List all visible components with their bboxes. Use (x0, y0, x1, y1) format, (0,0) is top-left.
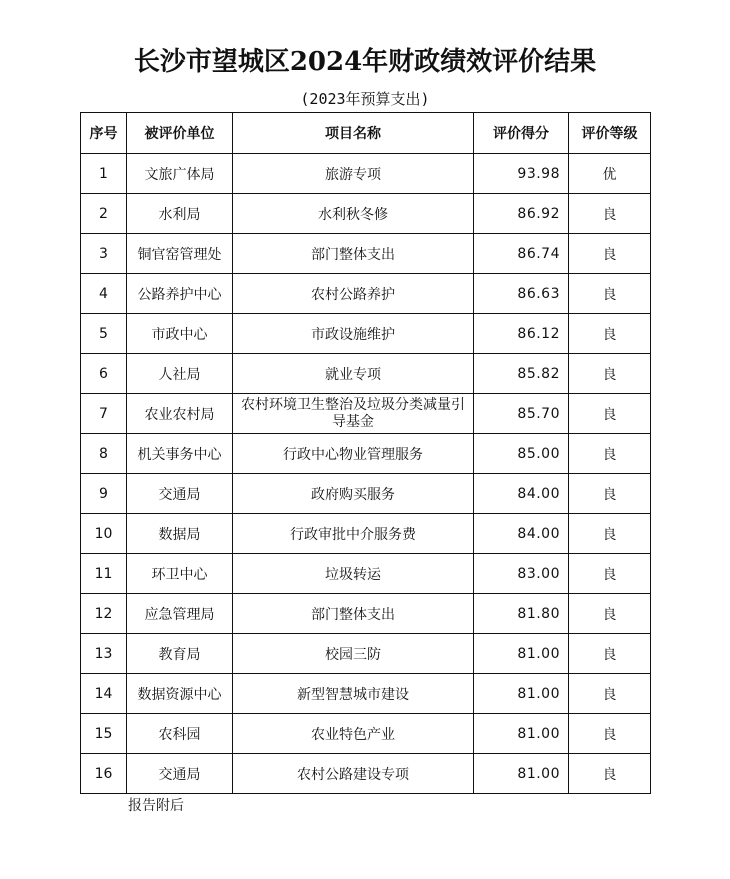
cell-grade: 良 (569, 194, 651, 234)
header-project-name: 项目名称 (233, 113, 474, 154)
cell-serial-number: 3 (81, 234, 127, 274)
cell-grade: 良 (569, 394, 651, 434)
cell-grade: 良 (569, 434, 651, 474)
cell-project: 部门整体支出 (233, 234, 474, 274)
table-row (81, 594, 651, 634)
cell-score: 81.00 (474, 714, 569, 754)
cell-unit: 水利局 (127, 194, 233, 234)
cell-project: 行政中心物业管理服务 (233, 434, 474, 474)
cell-serial-number: 1 (81, 154, 127, 194)
cell-project: 市政设施维护 (233, 314, 474, 354)
cell-grade: 良 (569, 354, 651, 394)
cell-unit: 数据局 (127, 514, 233, 554)
cell-serial-number: 6 (81, 354, 127, 394)
cell-unit: 市政中心 (127, 314, 233, 354)
cell-serial-number: 12 (81, 594, 127, 634)
cell-grade: 良 (569, 234, 651, 274)
cell-unit: 文旅广体局 (127, 154, 233, 194)
cell-score: 86.63 (474, 274, 569, 314)
table-row (81, 754, 651, 794)
header-grade: 评价等级 (569, 113, 651, 154)
table-row (81, 474, 651, 514)
cell-grade: 良 (569, 274, 651, 314)
cell-score: 93.98 (474, 154, 569, 194)
cell-unit: 公路养护中心 (127, 274, 233, 314)
cell-grade: 良 (569, 314, 651, 354)
table-row (81, 714, 651, 754)
cell-project: 校园三防 (233, 634, 474, 674)
cell-serial-number: 8 (81, 434, 127, 474)
cell-serial-number: 14 (81, 674, 127, 714)
cell-grade: 良 (569, 634, 651, 674)
cell-unit: 交通局 (127, 474, 233, 514)
cell-unit: 农业农村局 (127, 394, 233, 434)
cell-serial-number: 5 (81, 314, 127, 354)
cell-grade: 良 (569, 594, 651, 634)
table-row (81, 314, 651, 354)
cell-grade: 良 (569, 714, 651, 754)
cell-project: 新型智慧城市建设 (233, 674, 474, 714)
cell-unit: 教育局 (127, 634, 233, 674)
cell-score: 85.00 (474, 434, 569, 474)
cell-serial-number: 4 (81, 274, 127, 314)
cell-unit: 人社局 (127, 354, 233, 394)
table-row (81, 354, 651, 394)
table-row (81, 194, 651, 234)
cell-unit: 机关事务中心 (127, 434, 233, 474)
cell-grade: 良 (569, 754, 651, 794)
cell-score: 86.92 (474, 194, 569, 234)
table-row (81, 394, 651, 434)
cell-project: 农村环境卫生整治及垃圾分类减量引导基金 (233, 394, 474, 434)
table-row (81, 274, 651, 314)
cell-score: 81.00 (474, 754, 569, 794)
cell-unit: 环卫中心 (127, 554, 233, 594)
cell-serial-number: 10 (81, 514, 127, 554)
header-evaluated-unit: 被评价单位 (127, 113, 233, 154)
cell-grade: 优 (569, 154, 651, 194)
cell-serial-number: 2 (81, 194, 127, 234)
cell-project: 垃圾转运 (233, 554, 474, 594)
cell-serial-number: 9 (81, 474, 127, 514)
cell-project: 政府购买服务 (233, 474, 474, 514)
page-subtitle: (2023年预算支出) (300, 90, 430, 108)
table-row (81, 554, 651, 594)
cell-unit: 交通局 (127, 754, 233, 794)
cell-unit: 铜官窑管理处 (127, 234, 233, 274)
cell-score: 81.80 (474, 594, 569, 634)
cell-project: 就业专项 (233, 354, 474, 394)
cell-project: 部门整体支出 (233, 594, 474, 634)
cell-project: 行政审批中介服务费 (233, 514, 474, 554)
cell-score: 81.00 (474, 674, 569, 714)
header-score: 评价得分 (474, 113, 569, 154)
cell-unit: 数据资源中心 (127, 674, 233, 714)
cell-grade: 良 (569, 674, 651, 714)
cell-unit: 应急管理局 (127, 594, 233, 634)
cell-score: 83.00 (474, 554, 569, 594)
table-row (81, 674, 651, 714)
page-title: 长沙市望城区2024年财政绩效评价结果 (133, 47, 597, 77)
results-table (80, 112, 651, 794)
cell-grade: 良 (569, 554, 651, 594)
table-row (81, 154, 651, 194)
cell-serial-number: 15 (81, 714, 127, 754)
cell-serial-number: 16 (81, 754, 127, 794)
cell-project: 农业特色产业 (233, 714, 474, 754)
cell-score: 85.82 (474, 354, 569, 394)
cell-grade: 良 (569, 474, 651, 514)
header-serial-number: 序号 (81, 113, 127, 154)
cell-score: 84.00 (474, 474, 569, 514)
cell-project: 旅游专项 (233, 154, 474, 194)
cell-project: 水利秋冬修 (233, 194, 474, 234)
cell-grade: 良 (569, 514, 651, 554)
cell-project: 农村公路养护 (233, 274, 474, 314)
table-row (81, 634, 651, 674)
cell-score: 85.70 (474, 394, 569, 434)
table-row (81, 434, 651, 474)
cell-serial-number: 13 (81, 634, 127, 674)
footnote-report-attached: 报告附后 (128, 798, 184, 814)
cell-serial-number: 11 (81, 554, 127, 594)
table-row (81, 234, 651, 274)
cell-serial-number: 7 (81, 394, 127, 434)
table-header-row (81, 113, 651, 154)
cell-score: 84.00 (474, 514, 569, 554)
cell-project: 农村公路建设专项 (233, 754, 474, 794)
cell-score: 86.74 (474, 234, 569, 274)
cell-unit: 农科园 (127, 714, 233, 754)
cell-score: 86.12 (474, 314, 569, 354)
cell-score: 81.00 (474, 634, 569, 674)
table-row (81, 514, 651, 554)
